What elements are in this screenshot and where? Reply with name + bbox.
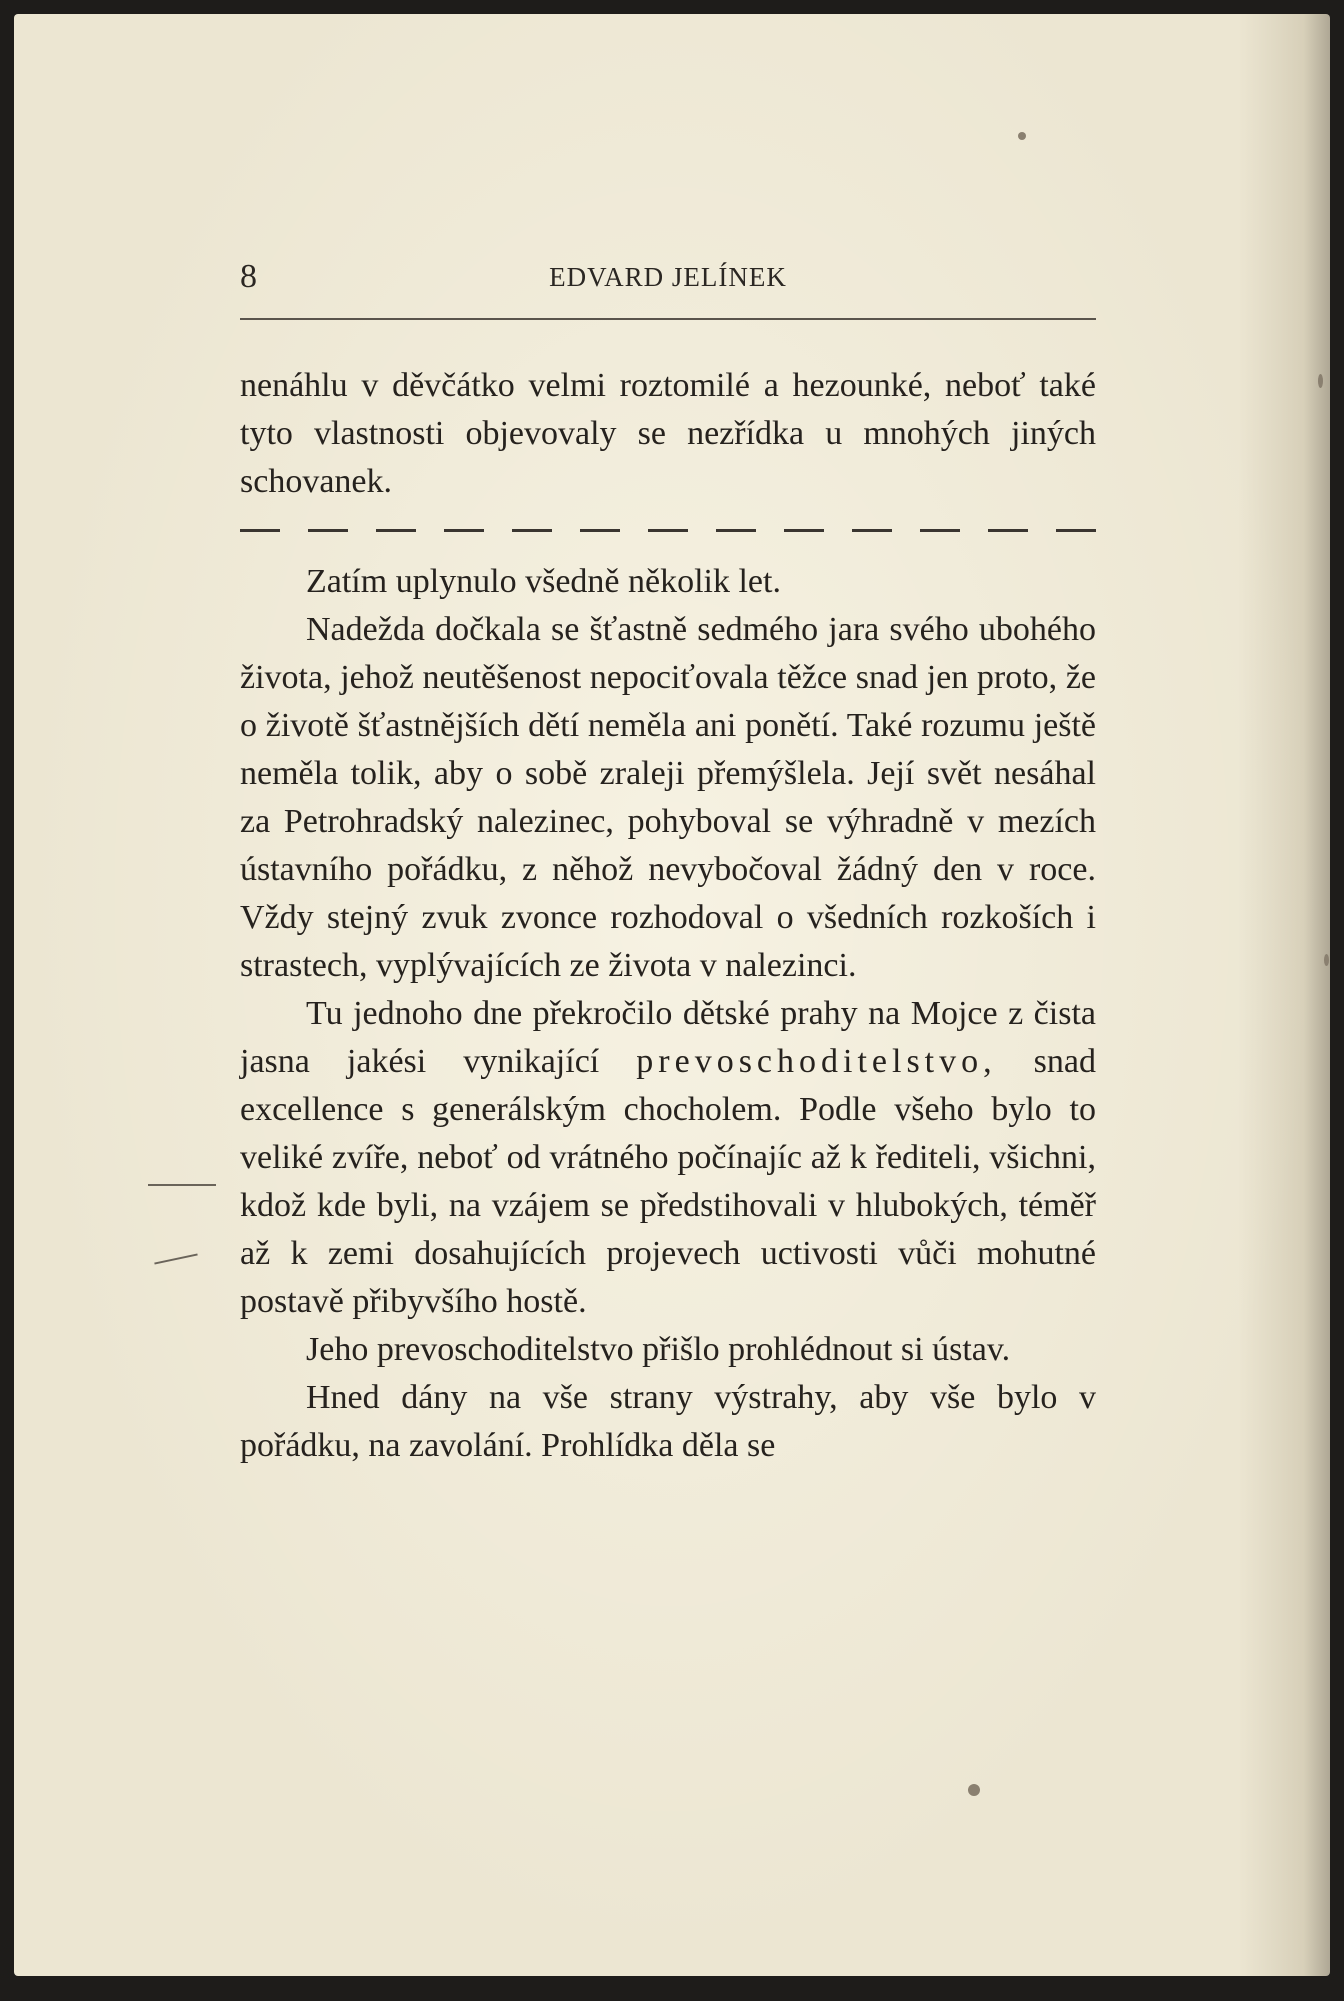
paragraph — [240, 990, 1096, 1326]
book-page — [14, 14, 1330, 1976]
separator-dash — [240, 529, 280, 532]
running-head — [240, 254, 1096, 320]
separator-dash — [444, 529, 484, 532]
paper-speck — [968, 1784, 980, 1796]
paragraph: Hned dány na vše strany výstrahy, aby vše bylo v pořádku, na zavolání. Prohlídka děla se — [240, 1379, 1096, 1464]
spaced-emphasis: prevoschoditelstvo, — [636, 1043, 997, 1080]
paragraph: Jeho prevoschoditelstvo přišlo prohlédnout si ústav. — [306, 1331, 1011, 1368]
separator-dash — [512, 529, 552, 532]
paper-speck — [1318, 374, 1323, 388]
section-separator — [240, 506, 1096, 554]
paragraph: Nadežda dočkala se šťastně sedmého jara svého ubohého života, jehož neutěšenost nepociťovala těžce snad jen proto, že o životě šťastnějších dětí neměla ani ponětí. Také rozumu ještě neměla tolik, aby o sobě zraleji přemýšlela. Její svět nesáhal za Petrohradský nalezinec, pohyboval se výhradně v mezích ústavního pořádku, z něhož nevybočoval žádný den v roce. Vždy stejný zvuk zvonce rozhodoval o všedních rozkoších i strastech, vyplývajících ze života v nalezinci. — [240, 611, 1096, 984]
separator-dash — [580, 529, 620, 532]
separator-dash — [308, 529, 348, 532]
margin-pencil-mark — [148, 1184, 216, 1186]
paper-speck — [1018, 132, 1026, 140]
page-number: 8 — [240, 258, 257, 295]
paragraph: Zatím uplynulo všedně několik let. — [306, 563, 781, 600]
body-text — [240, 362, 1096, 1470]
separator-dash — [784, 529, 824, 532]
paragraph-continuation: nenáhlu v děvčátko velmi roztomilé a hezounké, neboť také tyto vlastnosti objevovaly se nezřídka u mnohých jiných schovanek. — [240, 367, 1096, 500]
running-title: EDVARD JELÍNEK — [549, 262, 787, 292]
margin-pencil-mark — [154, 1253, 197, 1264]
separator-dash — [648, 529, 688, 532]
separator-dash — [988, 529, 1028, 532]
separator-dash — [852, 529, 892, 532]
separator-dash — [716, 529, 756, 532]
paragraph-text: Tu jednoho dne překročilo dětské prahy na Mojce z čista jasna jakési vynikající — [240, 995, 1096, 1080]
paper-speck — [1324, 954, 1329, 966]
separator-dash — [1056, 529, 1096, 532]
separator-dash — [376, 529, 416, 532]
paragraph-text: snad excellence s generálským chocholem. Podle všeho bylo to veliké zvíře, neboť od vrátného počínajíc až k řediteli, všichni, kdož kde byli, na vzájem se předstihovali v hlubokých, téměř až k zemi dosahujících projevech uctivosti vůči mohutné postavě přibyvšího hostě. — [240, 1043, 1096, 1320]
separator-dash — [920, 529, 960, 532]
